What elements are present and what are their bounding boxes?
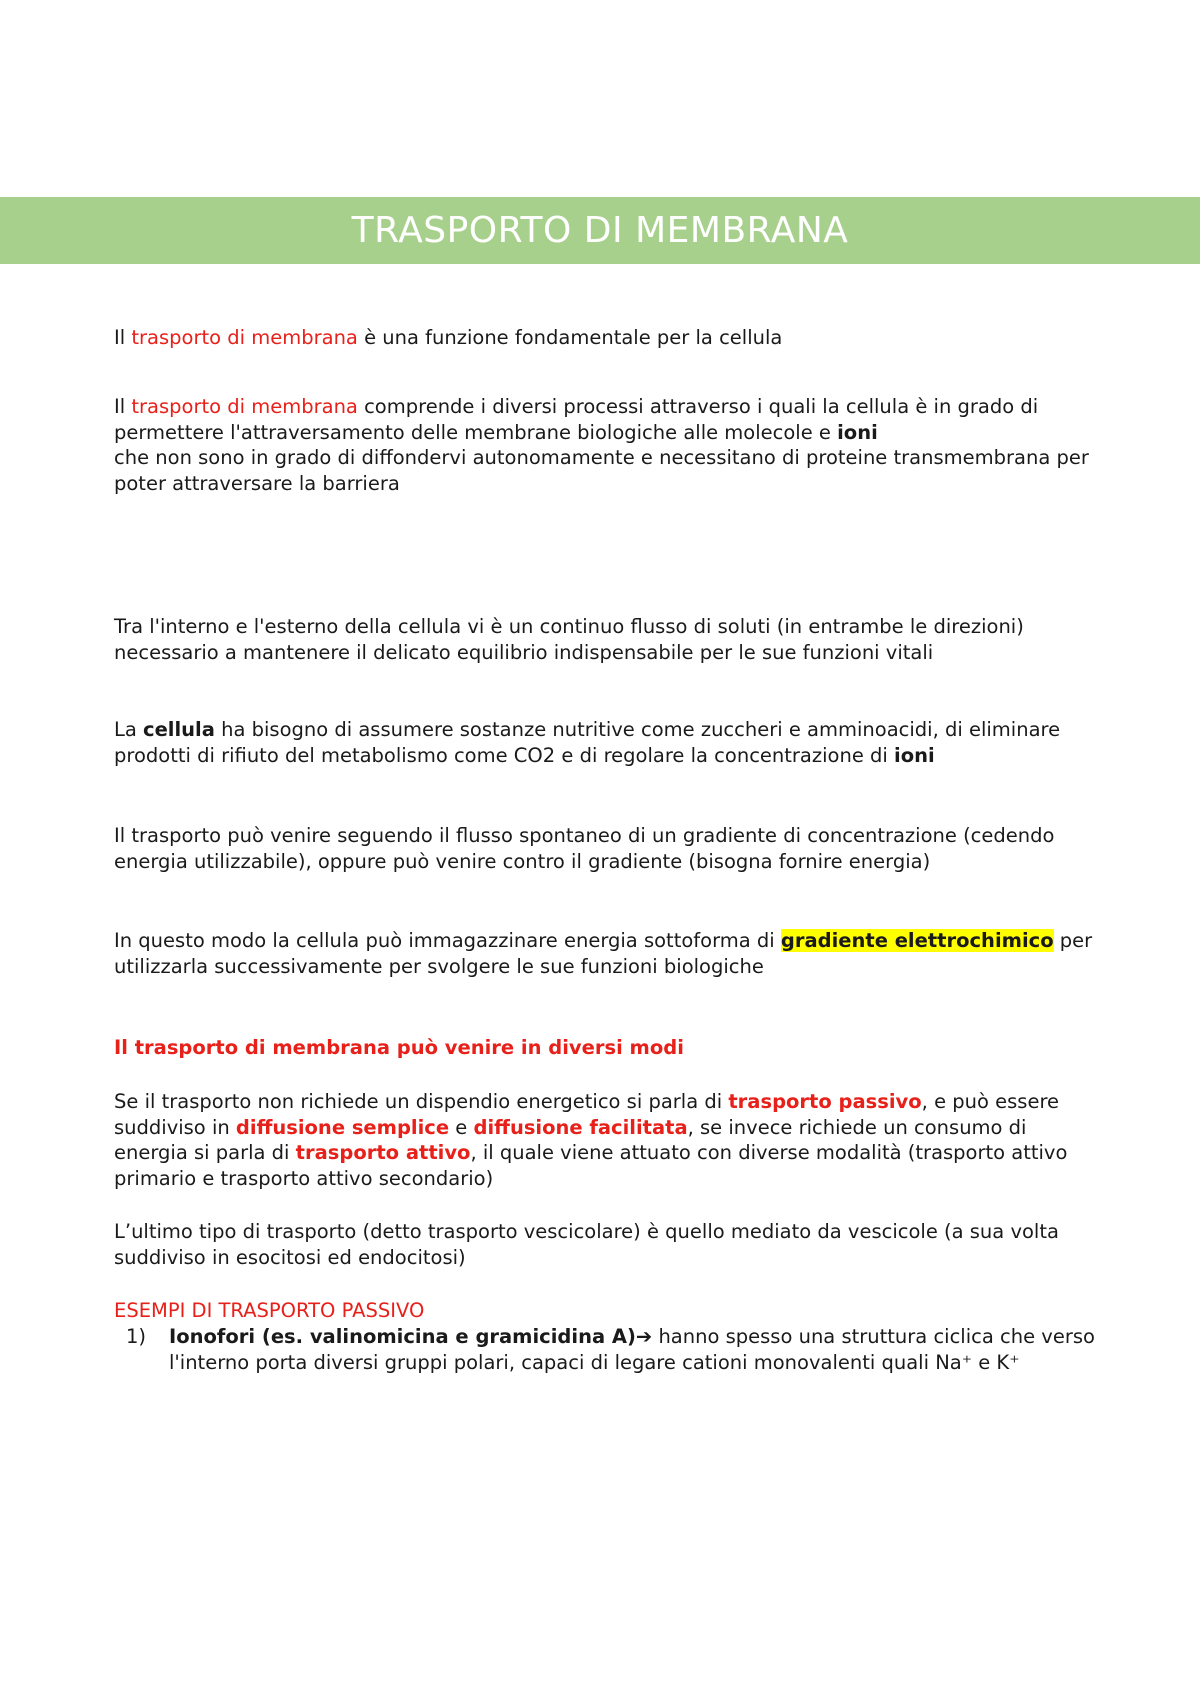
title-band (0, 197, 1200, 264)
energy-storage-paragraph (114, 928, 1104, 979)
text-span: In questo modo la cellula può immagazzinare energia sottoforma di (114, 929, 781, 952)
page-title: TRASPORTO DI MEMBRANA (351, 210, 849, 251)
text-span: , il quale viene attuato con diverse modalità (trasporto attivo primario e trasporto attivo secondario) (114, 1141, 1068, 1190)
text-span: e (449, 1115, 474, 1139)
term-ioni: ioni (894, 743, 935, 767)
text-span: per utilizzarla successivamente per svolgere le sue funzioni biologiche (114, 929, 1093, 978)
list-item-body (156, 1324, 1104, 1375)
text-span: ha bisogno di assumere sostanze nutritive come zuccheri e amminoacidi, di eliminare prodotti di rifiuto del metabolismo come CO2 e di regolare la concentrazione di (114, 718, 1061, 767)
vesicular-paragraph: L’ultimo tipo di trasporto (detto trasporto vescicolare) è quello mediato da vescicole (a sua volta suddiviso in esocitosi ed endocitosi) (114, 1220, 1059, 1269)
text-span: è una funzione fondamentale per la cellula (357, 326, 783, 349)
term-trasporto-di-membrana: trasporto di membrana (131, 326, 358, 349)
text-span: comprende i diversi processi attraverso i quali la cellula è in grado di permettere l'attraversamento delle membrane biologiche alle molecole e (114, 395, 1039, 444)
text-span: , se invece richiede un consumo di energia si parla di (114, 1115, 1027, 1164)
term-cellula: cellula (143, 718, 215, 741)
gradient-paragraph: Il trasporto può venire seguendo il flusso spontaneo di un gradiente di concentrazione (cedendo energia utilizzabile), oppure può venire contro il gradiente (bisogna fornire energia) (114, 824, 1055, 873)
term-trasporto-attivo: trasporto attivo (295, 1141, 471, 1164)
text-span: Il (114, 326, 132, 349)
text-span: Se il trasporto non richiede un dispendio energetico si parla di (114, 1090, 729, 1113)
text-span: hanno spesso una struttura ciclica che verso l'interno porta diversi gruppi polari, capaci di legare cationi monovalenti quali Na⁺ e K⁺ (169, 1325, 1095, 1374)
term-diffusione-semplice: diffusione semplice (235, 1115, 450, 1139)
text-span: La (114, 718, 144, 741)
text-span: che non sono in grado di diffondervi autonomamente e necessitano di proteine transmembrana per poter attraversare la barriera (114, 446, 1089, 495)
term-ioni: ioni (837, 420, 878, 444)
transport-types-paragraph (114, 1089, 1104, 1191)
list-number: 1) (126, 1325, 147, 1348)
term-diffusione-facilitata: diffusione facilitata (473, 1115, 688, 1139)
highlight-gradiente-elettrochimico: gradiente elettrochimico (780, 929, 1054, 952)
term-ionofori: Ionofori (es. valinomicina e gramicidina A) (169, 1325, 636, 1348)
flux-paragraph: Tra l'interno e l'esterno della cellula vi è un continuo flusso di soluti (in entrambe le direzioni) necessario a mantenere il delicato equilibrio indispensabile per le sue funzioni vitali (114, 615, 1024, 664)
section-heading-examples: ESEMPI DI TRASPORTO PASSIVO (114, 1299, 425, 1322)
section-heading-modes: Il trasporto di membrana può venire in diversi modi (114, 1036, 684, 1059)
text-span: Il (114, 395, 132, 418)
arrow-right-icon: ➔ (635, 1325, 653, 1348)
cell-needs-paragraph (114, 717, 1104, 768)
intro-paragraph (114, 325, 1104, 351)
term-trasporto-di-membrana: trasporto di membrana (131, 395, 358, 418)
list-item (114, 1324, 1104, 1375)
text-span: , e può essere suddiviso in (114, 1090, 1060, 1139)
term-trasporto-passivo: trasporto passivo (728, 1090, 922, 1113)
definition-paragraph (114, 394, 1104, 496)
